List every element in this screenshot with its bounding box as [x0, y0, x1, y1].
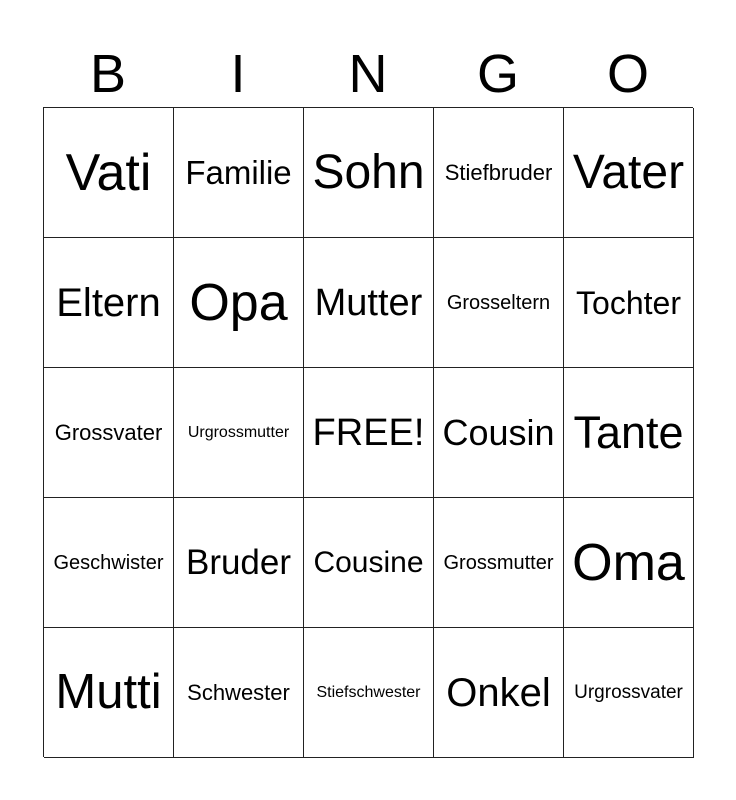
bingo-cell[interactable]: Eltern	[44, 238, 174, 368]
bingo-cell[interactable]: Tochter	[564, 238, 694, 368]
bingo-cell[interactable]: Mutti	[44, 628, 174, 758]
header-letter-n: N	[348, 44, 388, 104]
bingo-cell[interactable]: Stiefschwester	[304, 628, 434, 758]
header-letter-b: B	[89, 44, 127, 104]
header-letter-o: O	[606, 44, 649, 104]
bingo-cell[interactable]: Grossvater	[44, 368, 174, 498]
bingo-cell[interactable]: Oma	[564, 498, 694, 628]
bingo-cell[interactable]: Stiefbruder	[434, 108, 564, 238]
bingo-cell[interactable]: Schwester	[174, 628, 304, 758]
bingo-header	[43, 42, 693, 106]
bingo-cell[interactable]: Onkel	[434, 628, 564, 758]
bingo-cell[interactable]: Urgrossvater	[564, 628, 694, 758]
bingo-cell[interactable]: Vati	[44, 108, 174, 238]
bingo-cell[interactable]: Cousin	[434, 368, 564, 498]
header-letter-g: G	[476, 44, 519, 104]
bingo-cell[interactable]: Grosseltern	[434, 238, 564, 368]
bingo-cell[interactable]: Tante	[564, 368, 694, 498]
bingo-cell[interactable]: Geschwister	[44, 498, 174, 628]
bingo-cell[interactable]: Urgrossmutter	[174, 368, 304, 498]
bingo-cell[interactable]: Vater	[564, 108, 694, 238]
bingo-cell[interactable]: Mutter	[304, 238, 434, 368]
bingo-cell[interactable]: Grossmutter	[434, 498, 564, 628]
bingo-board	[43, 107, 693, 757]
bingo-cell[interactable]: Opa	[174, 238, 304, 368]
free-space-cell[interactable]: FREE!	[304, 368, 434, 498]
bingo-cell[interactable]: Familie	[174, 108, 304, 238]
header-letter-i: I	[230, 44, 246, 104]
bingo-cell[interactable]: Sohn	[304, 108, 434, 238]
bingo-cell[interactable]: Bruder	[174, 498, 304, 628]
bingo-cell[interactable]: Cousine	[304, 498, 434, 628]
